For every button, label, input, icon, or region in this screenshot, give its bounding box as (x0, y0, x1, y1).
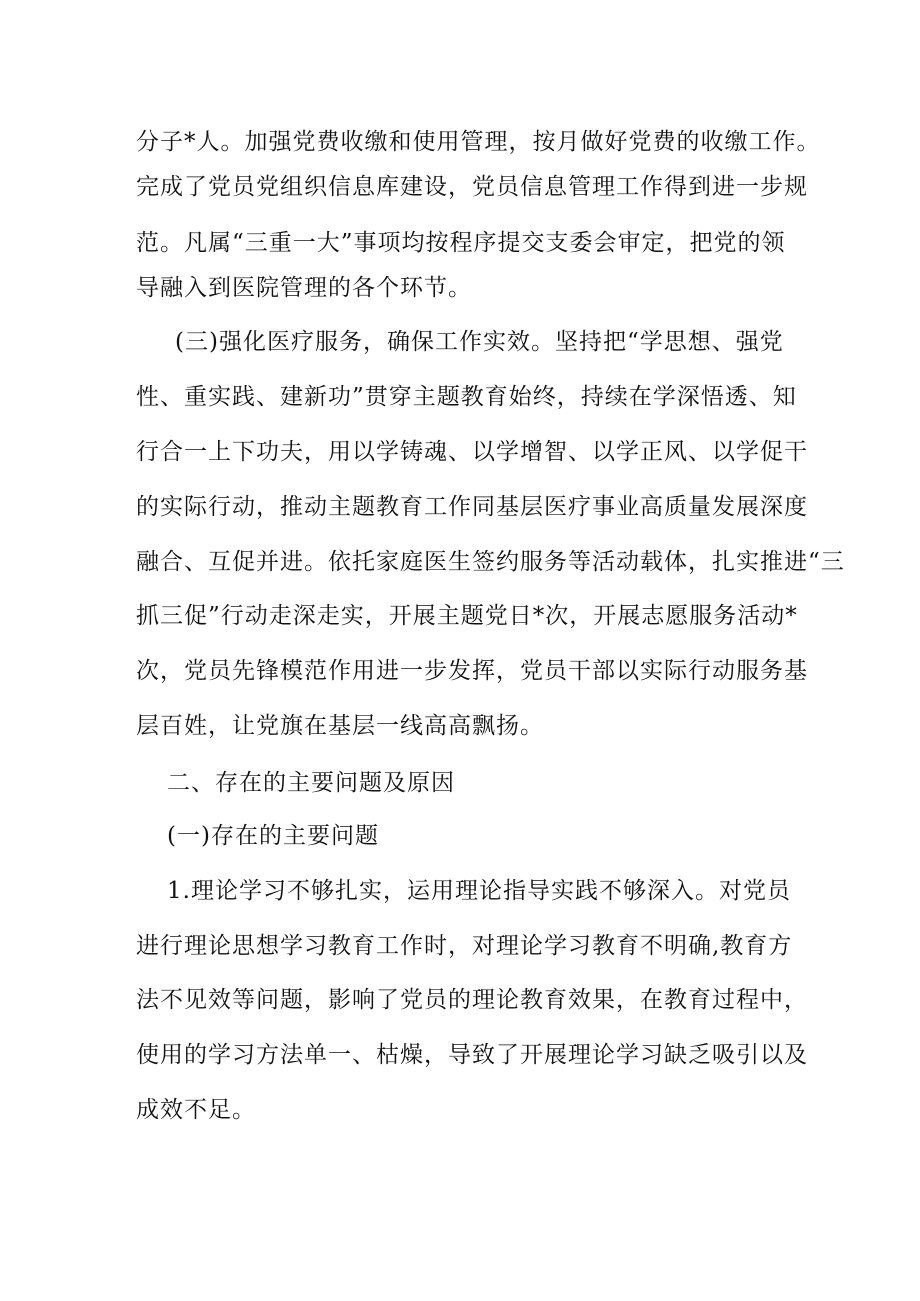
text-line: 性、重实践、建新功”贯穿主题教育始终，持续在学深悟透、知 (136, 384, 797, 410)
text-line: 法不见效等问题，影响了党员的理论教育效果，在教育过程中， (136, 987, 808, 1013)
section-heading: 二、存在的主要问题及原因 (167, 770, 455, 796)
text-line: 成效不足。 (136, 1097, 256, 1123)
text-line: 完成了党员党组织信息库建设，党员信息管理工作得到进一步规 (136, 174, 808, 200)
subsection-heading: (一)存在的主要问题 (167, 823, 379, 849)
text-line: 融合、互促并进。依托家庭医生签约服务等活动载体，扎实推进“三 (136, 549, 845, 575)
text-line: 1.理论学习不够扎实，运用理论指导实践不够深入。对党员 (167, 878, 791, 904)
text-line: 行合一上下功夫，用以学铸魂、以学增智、以学正风、以学促干 (136, 439, 808, 465)
text-line: 次，党员先锋模范作用进一步发挥，党员干部以实际行动服务基 (136, 658, 808, 684)
text-line: 抓三促”行动走深走实，开展主题党日*次，开展志愿服务活动* (136, 603, 798, 629)
text-line: 范。凡属“三重一大”事项均按程序提交支委会审定，把党的领 (136, 230, 786, 256)
text-line: 的实际行动，推动主题教育工作同基层医疗事业高质量发展深度 (136, 494, 808, 520)
text-line: 导融入到医院管理的各个环节。 (136, 275, 472, 301)
text-line: 层百姓，让党旗在基层一线高高飘扬。 (136, 713, 544, 739)
text-line: 分子*人。加强党费收缴和使用管理，按月做好党费的收缴工作。 (136, 129, 821, 155)
text-line: 进行理论思想学习教育工作时，对理论学习教育不明确,教育方 (136, 933, 793, 959)
text-line: (三)强化医疗服务，确保工作实效。坚持把“学思想、强党 (175, 329, 784, 355)
text-line: 使用的学习方法单一、枯燥，导致了开展理论学习缺乏吸引以及 (136, 1042, 808, 1068)
